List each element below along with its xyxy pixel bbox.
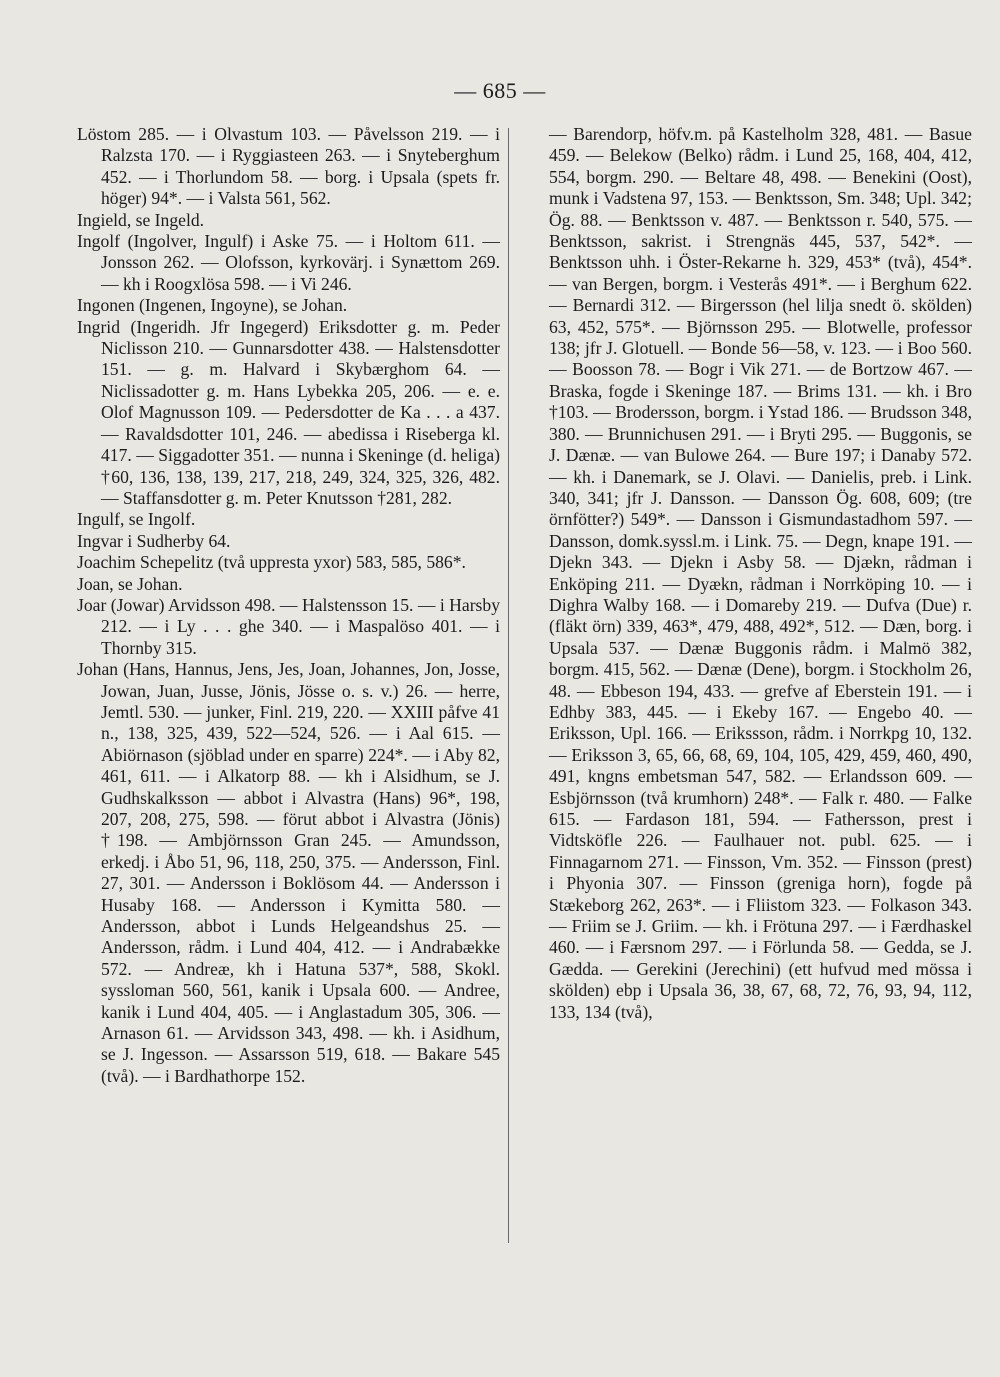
index-entry: Joan, se Johan. [77,573,183,594]
index-entry: Joar (Jowar) Arvidsson 498. — Halstensson 15. — i Harsby 212. — i Ly . . . ghe 340. — i Maspalöso 401. — i Thornby 315. [77,594,500,658]
page-number: — 685 — [454,78,546,103]
index-entry: Joachim Schepelitz (två uppresta yxor) 583, 585, 586*. [77,552,466,573]
index-entry: Löstom 285. — i Olvastum 103. — Påvelsson 219. — i Ralzsta 170. — i Ryggiasteen 263. — i Snyteberghum 452. — i Thorlundom 58. — borg. i Upsala (spets fr. höger) 94*. — i Valsta 561, 562. [77,124,500,209]
index-entry: Ingield, se Ingeld. [77,209,205,230]
index-entry: Ingulf, se Ingolf. [77,509,196,530]
index-entry: Johan (Hans, Hannus, Jens, Jes, Joan, Johannes, Jon, Josse, Jowan, Juan, Jusse, Jönis, Jösse o. s. v.) 26. — herre, Jemtl. 530. — junker, Finl. 219, 220. — XXIII påfve 41 n., 138, 325, 439, 522—524, 526. — i Aal 615. — Abiörnason (sjöblad under en sparre) 224*. — i Aby 82, 461, 611. — i Alkatorp 88. — kh i Alsidhum, se J. Gudhskalksson — abbot i Alvastra (Hans) 96*, 198, 207, 208, 275, 598. — förut abbot i Alvastra (Jönis) †198. — Ambjörnsson Gran 245. — Amundsson, erkedj. i Åbo 51, 96, 118, 250, 375. — Andersson, Finl. 27, 301. — Andersson i Boklösom 44. — Andersson i Husaby 168. — Andersson i Kymitta 580. — Andersson, abbot i Lunds Helgeandshus 25. — Andersson, rådm. i Lund 404, 412. — i Andrabække 572. — Andreæ, kh i Hatuna 537*, 588, Skokl. syssloman 560, 561, kanik i Upsala 600. — Andree, kanik i Lund 404, 405. — i Anglastadum 305, 306. — Arnason 61. — Arvidsson 343, 498. — kh. i Asidhum, se J. Ingesson. — Assarsson 519, 618. — Bakare 545 (två). — i Bardhathorpe 152. [77,659,500,1086]
index-entry-continued: — Barendorp, höfv.m. på Kastelholm 328, 481. — Basue 459. — Belekow (Belko) rådm. i Lund 25, 168, 404, 412, 554, borgm. 290. — Beltare 48, 498. — Benekini (Oost), munk i Vadstena 97, 153. — Benktsson, Sm. 348; Upl. 342; Ög. 88. — Benktsson v. 487. — Benktsson r. 540, 575. — Benktsson, sakrist. i Strengnäs 445, 537, 542*. — Benktsson uhh. i Öster-Rekarne h. 329, 453* (två), 454*. — van Bergen, borgm. i Vesterås 491*. — i Berghum 622. — Bernardi 312. — Birgersson (hel lilja snedt ö. skölden) 63, 452, 575*. — Björnsson 295. — Blotwelle, professor 138; jfr J. Glotuell. — Bonde 56—58, v. 123. — i Boo 560. — Boosson 78. — Bogr i Vik 271. — de Bortzow 467. — Braska, fogde i Skeninge 187. — Brims 131. — kh. i Bro †103. — Brodersson, borgm. i Ystad 186. — Brudsson 348, 380. — Brunnichusen 291. — i Bryti 295. — Buggonis, se J. Dænæ. — van Bulowe 264. — Bure 197; i Danaby 572. — kh. i Danemark, se J. Olavi. — Danielis, preb. i Link. 340, 341; jfr J. Dansson. — Dansson Ög. 608, 609; (tre örnfötter?) 549*. — Dansson i Gismundastadhom 597. — Dansson, domk.syssl.m. i Link. 75. — Degn, knape 191. — Djekn 343. — Djekn i Asby 58. — Djækn, rådman i Enköping 211. — Dyækn, rådman i Norrköping 10. — i Dighra Walby 168. — i Domareby 219. — Dufva (Due) r. (fläkt örn) 339, 463*, 479, 488, 492*, 512. — Dæn, borg. i Upsala 537. — Dænæ Buggonis rådm. i Malmö 382, borgm. 415, 562. — Dænæ (Dene), borgm. i Stockholm 26, 48. — Ebbeson 194, 433. — grefve af Eberstein 191. — i Edhby 383, 445. — i Ekeby 167. — Engebo 40. — Eriksson, Upl. 166. — Erikssson, rådm. i Norrkpg 10, 132. — Eriksson 3, 65, 66, 68, 69, 104, 105, 429, 459, 460, 490, 491, kngns embetsman 547, 582. — Erlandsson 609. — Esbjörnsson (två krumhorn) 248*. — Falk r. 480. — Falke 615. — Fardason 181, 594. — Fathersson, prest i Vidtsköfle 226. — Faulhauer not. publ. 625. — i Finnagarnom 271. — Finsson, Vm. 352. — Finsson (prest) i Phyonia 307. — Finsson (greniga horn), fogde på Stækeborg 262, 263*. — i Fliistom 323. — Folkason 343. — Friim se J. Griim. — kh. i Frötuna 297. — i Færdhaskel 460. — i Færsnom 297. — i Förlunda 58. — Gedda, se J. Gædda. — Gerekini (Jerechini) (ett hufvud med mössa i skölden) ebp i Upsala 36, 38, 67, 68, 72, 76, 93, 94, 112, 133, 134 (två), [549,124,972,1022]
index-entry: Ingonen (Ingenen, Ingoyne), se Johan. [77,295,348,316]
column-divider [508,128,509,1243]
index-entry: Ingolf (Ingolver, Ingulf) i Aske 75. — i Holtom 611. — Jonsson 262. — Olofsson, kyrkovärj. i Synættom 269. — kh i Roogxlösa 598. — i Vi 246. [77,231,500,294]
right-column [549,124,972,1023]
index-entry: Ingrid (Ingeridh. Jfr Ingegerd) Eriksdotter g. m. Peder Niclisson 210. — Gunnarsdotter 438. — Halstensdotter 151. — g. m. Halvard i Skybærghom 64. — Niclissadotter g. m. Hans Lybekka 205, 206. — e. e. Olof Magnusson 109. — Pedersdotter de Ka . . . a 437. — Ravaldsdotter 101, 246. — abedissa i Riseberga kl. 417. — Siggadotter 351. — nunna i Skeninge (d. heliga) †60, 136, 138, 139, 217, 218, 249, 324, 325, 326, 482. — Staffansdotter g. m. Peter Knutsson †281, 282. [77,316,500,508]
left-column [77,124,500,1087]
index-entry: Ingvar i Sudherby 64. [77,530,231,551]
